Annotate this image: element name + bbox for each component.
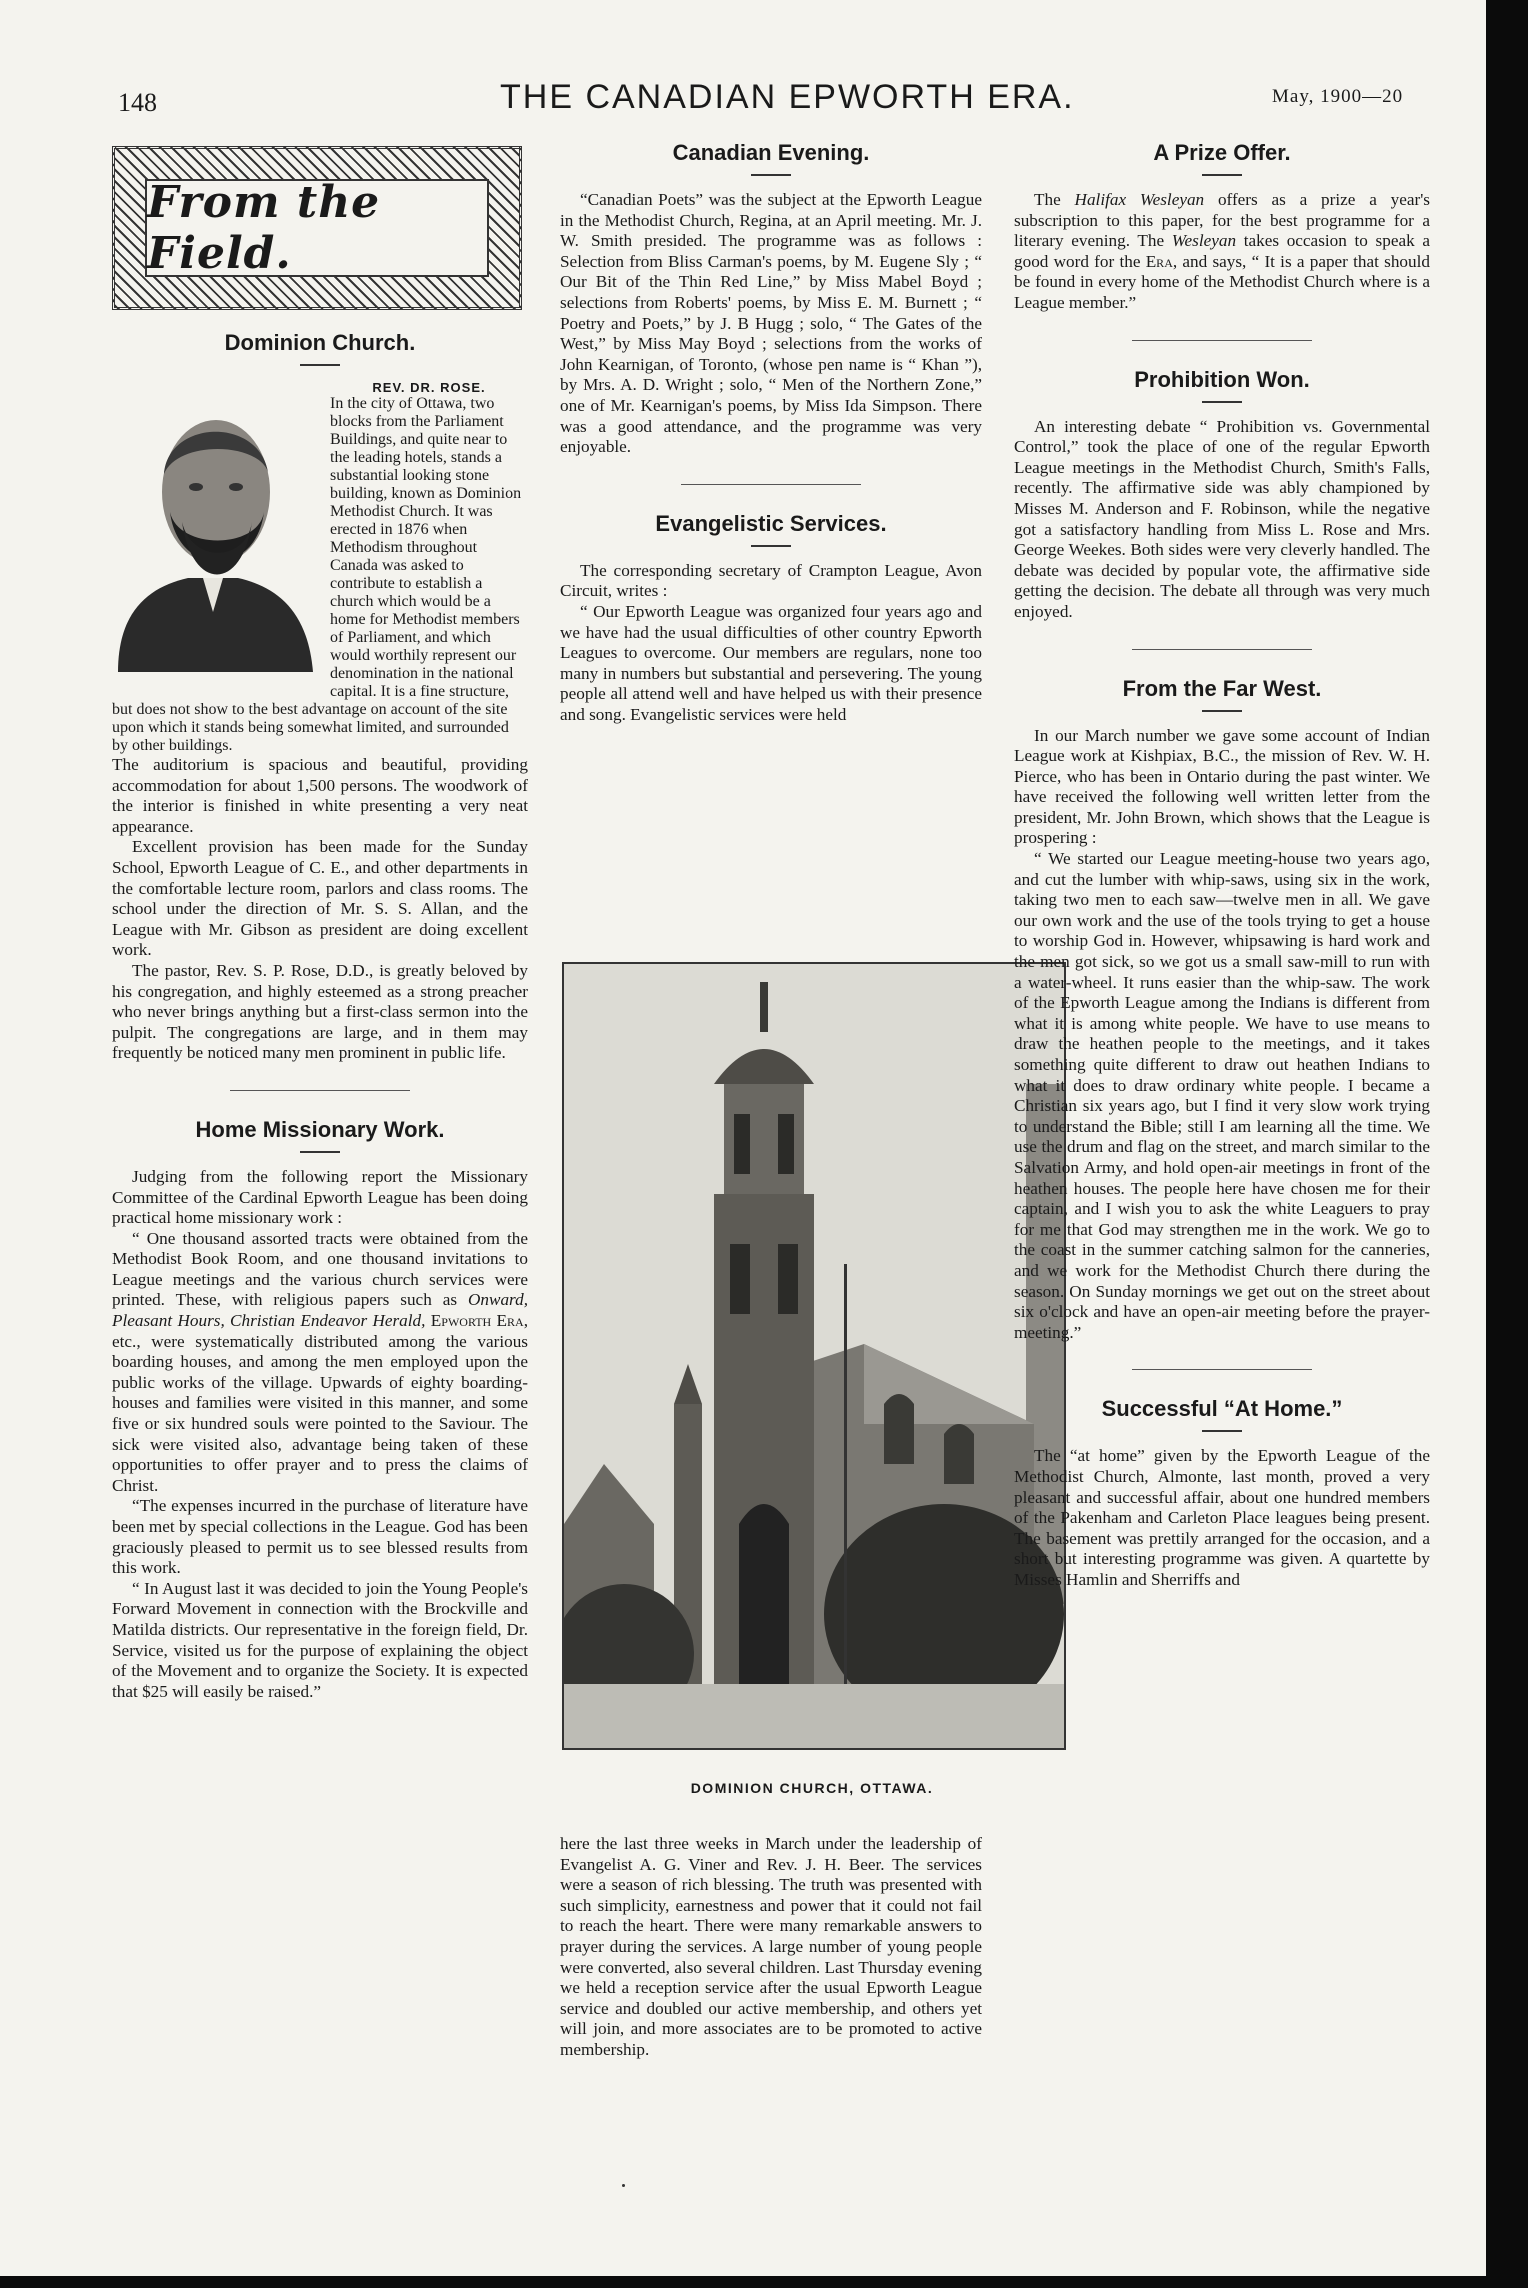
article-paragraph: The “at home” given by the Epworth League of the Methodist Church, Almonte, last month, proved a very pleasant and successful affair, about one hundred members of the Pakenham and Carleton Place leagues being present. The basement was prettily arranged for the occasion, and a short but interesting programme was given. A quartette by Misses Hamlin and Sherriffs and: [1014, 1446, 1430, 1589]
article-paragraph: In our March number we gave some account of Indian League work at Kishpiax, B.C., the mission of Rev. W. H. Pierce, who has been in Ontario during the past winter. We have received the following well written letter from the president, Mr. John Brown, which shows that the League is prospering :: [1014, 725, 1430, 848]
article-heading: Dominion Church.: [224, 330, 416, 355]
article-paragraph: Excellent provision has been made for the Sunday School, Epworth League of C. E., and other departments in the comfortable lecture room, parlors and class rooms. The school under the direction of Mr. S. S. Allan, and the League with Mr. Gibson as president are doing excellent work.: [112, 837, 528, 960]
article-evangelistic-services: [560, 511, 982, 726]
article-prize-offer: [1014, 140, 1430, 314]
photo-caption: DOMINION CHURCH, OTTAWA.: [690, 1780, 934, 1796]
article-paragraph: Judging from the following report the Missionary Committee of the Cardinal Epworth League has been doing practical home missionary work :: [112, 1166, 528, 1228]
masthead: THE CANADIAN EPWORTH ERA.: [500, 78, 1075, 116]
text-run: offers as a prize a year's subscription to this paper, for the best programme for a literary evening. The: [1014, 190, 1430, 251]
article-heading: From the Far West.: [1122, 675, 1322, 701]
italic-run: Onward, Pleasant Hours, Christian Endeavor Herald,: [112, 1290, 528, 1331]
article-heading: Canadian Evening.: [672, 140, 870, 165]
heading-rule: [1202, 174, 1242, 176]
article-heading: Evangelistic Services.: [655, 510, 887, 536]
column-left: [112, 140, 528, 1702]
banner-title: From the Field.: [147, 177, 381, 279]
column-right: [1014, 140, 1430, 1590]
section-divider: [1132, 649, 1312, 650]
era-run: Epworth Era: [430, 1311, 524, 1331]
article-paragraph: “ Our Epworth League was organized four years ago and we have had the usual difficulties of other country Epworth Leagues to overcome. Our members are regulars, none too many in numbers but substantial and persevering. The young people all attend well and have helped us with their presence and song. Evangelistic services were held: [560, 601, 982, 724]
dominion-p1-text: In the city of Ottawa, two blocks from the Parliament Buildings, and quite near to the leading hotels, stands a substantial looking stone building, known as Dominion Methodist Church. It was erected in 1876 when Methodism throughout Canada was asked to contribute to establish a church which would be a home for Methodist members of Parliament, and which would worthily represent our denomination in the national capital. It is a fine structure, but does not show to the best advantage on account of the site upon which it stands being somewhat limited, and surrounded by other buildings.: [112, 395, 522, 754]
article-paragraph: The corresponding secretary of Crampton League, Avon Circuit, writes :: [560, 560, 982, 601]
section-divider: [681, 484, 861, 485]
italic-run: Wesleyan: [1171, 231, 1237, 251]
article-paragraph: [1014, 190, 1430, 314]
article-heading: Home Missionary Work.: [195, 1116, 445, 1142]
page-number: 148: [118, 88, 157, 117]
article-at-home: [1014, 1396, 1430, 1590]
article-paragraph: An interesting debate “ Prohibition vs. Governmental Control,” took the place of one of the regular Epworth League meetings in the Methodist Church, Smith's Falls, recently. The affirmative side was ably championed by Misses M. Anderson and F. Robinson, while the negative got a satisfactory handling from Miss L. Rose and Mrs. George Weekes. Both sides were very cleverly handled. The debate was decided by popular vote, the affirmative side getting the decision. The debate all through was very much enjoyed.: [1014, 416, 1430, 621]
heading-rule: [751, 545, 791, 547]
italic-run: Halifax Wesleyan: [1074, 190, 1205, 209]
church-photo: [562, 962, 1066, 1750]
article-heading: Successful “At Home.”: [1101, 1396, 1343, 1422]
article-paragraph: The pastor, Rev. S. P. Rose, D.D., is greatly beloved by his congregation, and highly esteemed as a strong preacher who never brings anything but a first-class sermon into the pulpit. The congregations are large, and in them may frequently be noticed many men prominent in public life.: [112, 960, 528, 1063]
section-divider: [1132, 1369, 1312, 1370]
heading-rule: [1202, 710, 1242, 712]
article-paragraph: “Canadian Poets” was the subject at the Epworth League in the Methodist Church, Regina, at an April meeting. Mr. J. W. Smith presided. The programme was as follows : Selection from Bliss Carman's poems, by M. Eugene Sly ; “ Our Bit of the Thin Red Line,” by Miss Mabel Boyd ; selections from Roberts' poems, by Miss E. M. Burnett ; “ Poetry and Poets,” by J. B Hugg ; solo, “ The Gates of the West,” by Miss May Boyd ; selections from the works of John Kearnigan, of Toronto, (whose pen name is “ Khan ”), by Mrs. A. D. Wright ; solo, “ Men of the Northern Zone,” one of Mr. Kearnigan's poems, by Miss Ida Simpson. There was a good attendance, and the programme was very enjoyable.: [560, 190, 982, 457]
text-run: The: [1034, 190, 1075, 209]
article-paragraph: “The expenses incurred in the purchase of literature have been met by special collections in the League. God has been graciously pleased to permit us to see blessed results from this work.: [112, 1496, 528, 1578]
section-divider: [1132, 340, 1312, 341]
article-prohibition-won: [1014, 367, 1430, 623]
era-run: Era: [1145, 251, 1173, 271]
section-banner: [112, 146, 522, 310]
article-paragraph: The auditorium is spacious and beautiful, providing accommodation for about 1,500 persons. The woodwork of the interior is finished in white presenting a very neat appearance.: [112, 755, 528, 836]
heading-rule: [300, 364, 340, 366]
church-image: [564, 964, 1064, 1748]
portrait-rev-dr-rose: [108, 382, 318, 692]
article-far-west: [1014, 676, 1430, 1344]
text-run: , etc., were systematically distributed among the various boarding houses, and among the men employed upon the public works of the village. Upwards of eighty boarding-houses and families were visited in this manner, and some five or six hundred souls were pointed to the Saviour. The sick were visited also, advantage being taken of these opportunities to offer prayer and to press the claims of Christ.: [112, 1311, 529, 1495]
article-home-missionary: [112, 1117, 528, 1702]
scan-border-right: [1486, 0, 1528, 2288]
text-run: takes occasion to speak a good word for the: [1014, 231, 1430, 271]
portrait-image: [108, 382, 318, 672]
article-paragraph: here the last three weeks in March under the leadership of Evangelist A. G. Viner and Rev. J. H. Beer. The services were a season of rich blessing. The truth was presented with such simplicity, earnestness and power that it could not fail to reach the heart. There were many remarkable answers to prayer during the services. A large number of young people were converted, also several children. Last Thursday evening we held a reception service after the usual Epworth League service and doubled our active membership, and others yet will join, and more associates are to be promoted to active membership.: [560, 1834, 982, 2059]
heading-rule: [751, 174, 791, 176]
print-speck: [622, 2184, 625, 2187]
column-middle: [560, 140, 982, 725]
heading-rule: [1202, 1430, 1242, 1432]
article-paragraph: “ In August last it was decided to join the Young People's Forward Movement in connection with the Brockville and Matilda districts. Our representative in the foreign field, Dr. Service, visited us for the purpose of explaining the object of the Movement and to organize the Society. It is expected that $25 will easily be raised.”: [112, 1578, 528, 1701]
article-heading: Prohibition Won.: [1134, 366, 1310, 392]
section-divider: [230, 1090, 410, 1091]
text-run: , and says, “ It is a paper that should be found in every home of the Methodist Church where is a League member.”: [1014, 251, 1430, 312]
scan-border-bottom: [0, 2276, 1486, 2288]
article-dominion-church: [112, 330, 528, 1064]
text-run: “ One thousand assorted tracts were obtained from the Methodist Book Room, and one thousand invitations to League meetings and the various church services were printed. These, with religious papers such as: [112, 1228, 528, 1310]
issue-date: May, 1900—20: [1272, 86, 1404, 107]
portrait-caption: REV. DR. ROSE.: [372, 380, 486, 395]
heading-rule: [300, 1151, 340, 1153]
column-middle-continued: [560, 1834, 982, 2061]
article-canadian-evening: [560, 140, 982, 458]
article-paragraph: “ We started our League meeting-house two years ago, and cut the lumber with whip-saws, using six in the work, taking two men to each saw—twelve men in all. We gave our own work and the use of the tools trying to get a house to worship God in. However, whipsawing is hard work and the men got sick, so we got us a small saw-mill to run with a water-wheel. It runs easier than the whip-saw. The work of the Epworth League among the Indians is different from what it is among white people. We have to use means to draw the heathen people to the meetings, and it takes something quite different to draw out heathen Indians to what it does to draw ordinary white people. I became a Christian six years ago, but I find it very slow work trying to understand the Bible; still I am learning all the time. We use the drum and flag on the street, and march similar to the Salvation Army, and hold open-air meetings in front of the heathen houses. The people here have chosen me for their captain, and I wish you to ask the white Leaguers to pray for me that God may strengthen me in the work. We go to the coast in the summer catching salmon for the canneries, and we work for the Methodist Church there during the season. On Sunday mornings we get out on the street about six o'clock and have an open-air meeting before the prayer-meeting.”: [1014, 849, 1430, 1342]
banner-panel: [145, 179, 489, 277]
article-heading: A Prize Offer.: [1153, 140, 1291, 165]
heading-rule: [1202, 401, 1242, 403]
article-paragraph: [112, 1229, 528, 1497]
